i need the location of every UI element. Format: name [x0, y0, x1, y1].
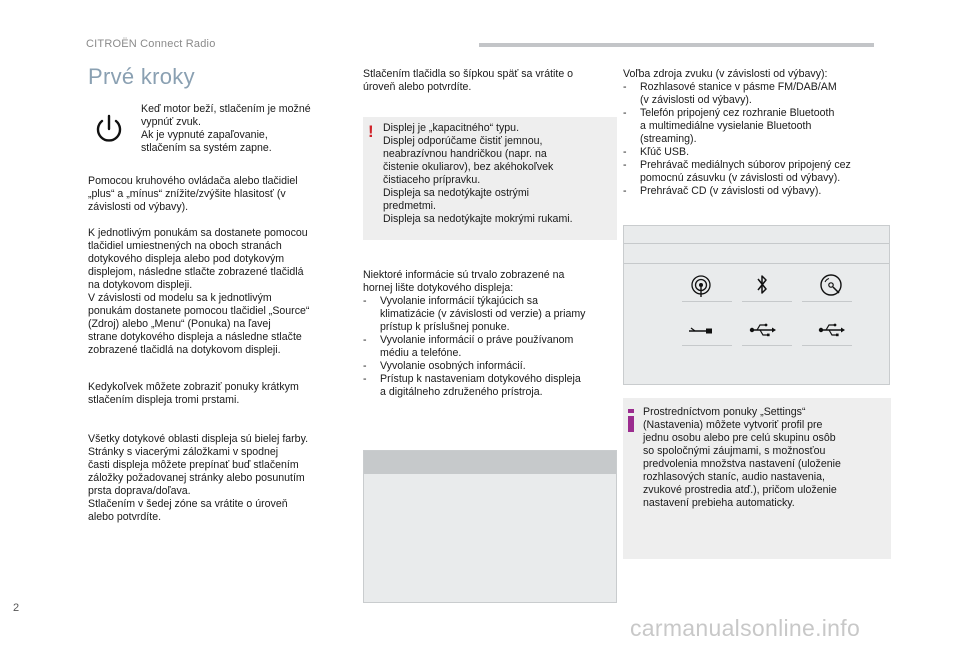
power-icon	[92, 112, 126, 146]
three-finger-paragraph: Kedykoľvek môžete zobraziť ponuky krátkym stlačením displeja tromi prstami.	[88, 381, 299, 406]
top-bar-info: Niektoré informácie sú trvalo zobrazené na hornej lište dotykového displeja: - Vyvolanie informácií týkajúcich sa klimatizácie (v závislosti od verzie) a priamy prístup k príslušnej ponuke. - Vyvolanie informácií o práve používanom médiu a telefóne. - Vyvolanie osobných informácií. - Prístup k nastaveniam dotykového displeja a digitálneho združeného prístroja.	[363, 269, 621, 399]
source-selection: Voľba zdroja zvuku (v závislosti od výbavy): - Rozhlasové stanice v pásme FM/DAB/AM (v závislosti od výbavy). - Telefón pripojený cez rozhranie Bluetooth a multimediálne vysielanie Bluetooth (streaming). - Kľúč USB. - Prehrávač mediálnych súborov pripojený cez pomocnú zásuvku (v závislosti od výbavy). - Prehrávač CD (v závislosti od výbavy).	[623, 68, 891, 198]
list-item: - Vyvolanie osobných informácií.	[363, 360, 526, 372]
warning-text: Displej je „kapacitného“ typu. Displej odporúčame čistiť jemnou, neabrazívnou handričkou (napr. na čistenie okuliarov), bez akéhokoľvek čistiaceho prípravku. Displeja sa nedotýkajte ostrými predmetmi. Displeja sa nedotýkajte mokrými rukami.	[383, 122, 573, 225]
display-top-bar	[364, 451, 616, 474]
icon-underline	[682, 301, 732, 302]
page-number: 2	[13, 602, 20, 614]
list-item: - Kľúč USB.	[623, 146, 690, 158]
touch-zones-paragraph: Všetky dotykové oblasti displeja sú bielej farby. Stránky s viacerými záložkami v spodnej časti displeja môžete prepínať buď stlačením záložky požadovanej stránky alebo posunutím prsta doprava/doľava. Stlačením v šedej zóne sa vrátite o úroveň alebo potvrdíte.	[88, 433, 309, 523]
radio-icon	[686, 272, 716, 298]
list-item: - Prehrávač CD (v závislosti od výbavy).	[623, 185, 822, 197]
icon-underline	[802, 301, 852, 302]
aux-jack-icon	[686, 317, 716, 343]
usb-icon	[747, 317, 777, 343]
header-rule	[479, 43, 874, 47]
list-item: - Vyvolanie informácií o práve používanom médiu a telefóne.	[363, 334, 574, 359]
document-header: CITROËN Connect Radio	[86, 38, 216, 50]
screen-divider	[624, 263, 889, 264]
bluetooth-icon	[747, 272, 777, 298]
usb-icon	[816, 317, 846, 343]
volume-paragraph: Pomocou kruhového ovládača alebo tlačidiel „plus“ a „mínus“ znížite/zvýšite hlasitosť (v závislosti od výbavy).	[88, 175, 298, 213]
back-arrow-paragraph: Stlačením tlačidla so šípkou späť sa vrátite o úroveň alebo potvrdíte.	[363, 68, 574, 93]
list-item: - Prístup k nastaveniam dotykového displeja a digitálneho združeného prístroja.	[363, 373, 581, 398]
menus-paragraph: K jednotlivým ponukám sa dostanete pomocou tlačidiel umiestnených na oboch stranách dotykového displeja alebo pod dotykovým displejom, následne stlačte zobrazené tlačidlá na dotykovom displeji. V závislosti od modelu sa k jednotlivým ponukám dostanete pomocou tlačidiel „Source“ (Zdroj) alebo „Menu“ (Ponuka) na ľavej strane dotykového displeja a následne stlačte zobrazené tlačidlá na dotykovom displeji.	[88, 227, 310, 356]
icon-underline	[682, 345, 732, 346]
list-item: - Rozhlasové stanice v pásme FM/DAB/AM (v závislosti od výbavy).	[623, 81, 837, 106]
info-text: Prostredníctvom ponuky „Settings“ (Nastavenia) môžete vytvoriť profil pre jednu osobu alebo pre celú skupinu osôb so spoločnými záujmami, s možnosťou predvolenia množstva nastavení (uloženie rozhlasových staníc, audio nastavenia, zvukové prostredia atď.), pričom uloženie nastavení prebieha automaticky.	[643, 406, 841, 509]
cd-icon	[816, 272, 846, 298]
list-item: - Telefón pripojený cez rozhranie Bluetooth a multimediálne vysielanie Bluetooth (streaming).	[623, 107, 835, 145]
icon-underline	[742, 301, 792, 302]
screen-divider	[624, 243, 889, 244]
icon-underline	[742, 345, 792, 346]
source-screen-illustration	[623, 225, 890, 385]
page-title: Prvé kroky	[88, 64, 195, 89]
power-text: Keď motor beží, stlačením je možné vypnúť zvuk. Ak je vypnuté zapaľovanie, stlačením sa systém zapne.	[141, 103, 311, 154]
list-item: - Prehrávač mediálnych súborov pripojený cez pomocnú zásuvku (v závislosti od výbavy).	[623, 159, 851, 184]
warning-icon: !	[368, 122, 374, 141]
list-item: - Vyvolanie informácií týkajúcich sa klimatizácie (v závislosti od verzie) a priamy prístup k príslušnej ponuke.	[363, 295, 586, 333]
info-icon	[627, 409, 635, 432]
watermark: carmanualsonline.info	[630, 615, 861, 641]
icon-underline	[802, 345, 852, 346]
